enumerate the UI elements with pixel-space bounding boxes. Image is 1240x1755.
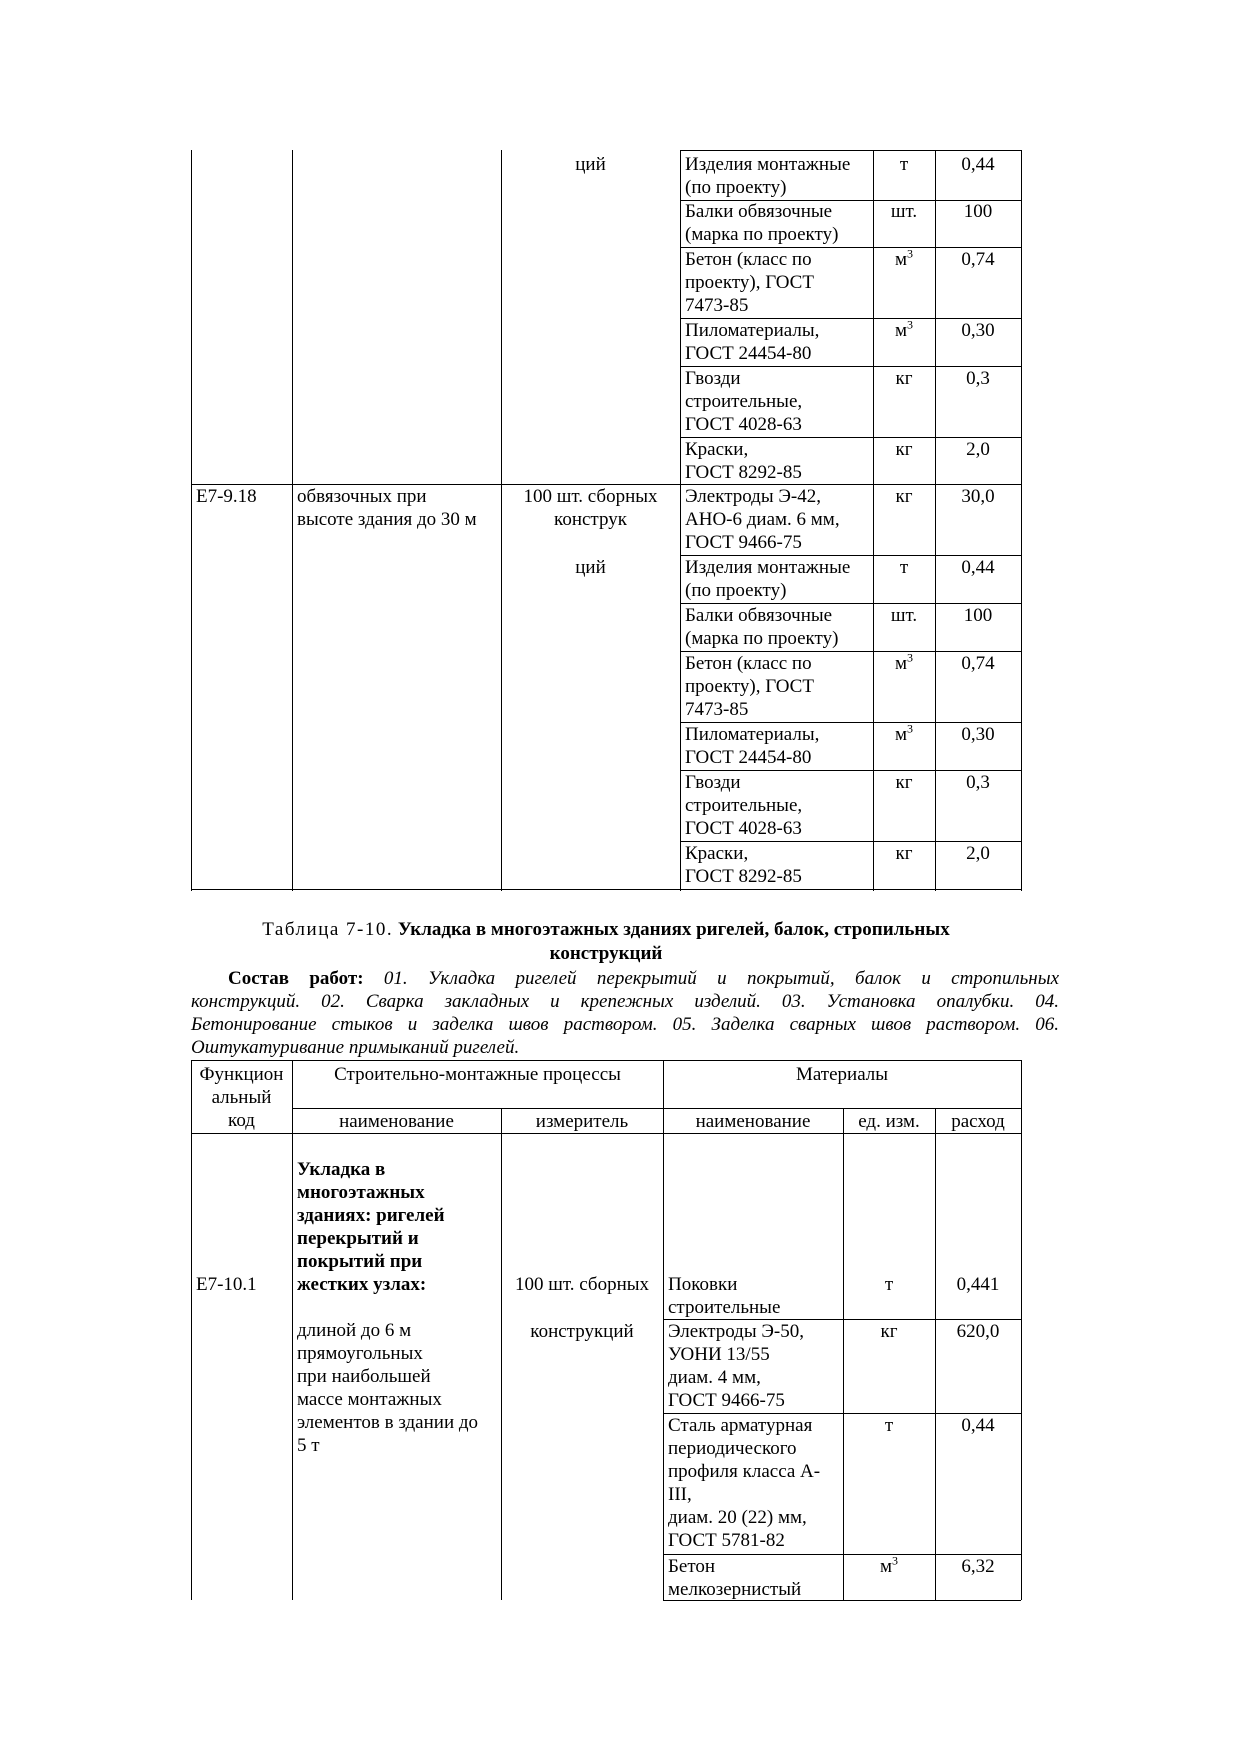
process-name: обвязочных при высоте здания до 30 м — [297, 486, 477, 530]
measure-cell: ций — [575, 154, 606, 175]
material-name: Пиломатериалы, ГОСТ 24454-80 — [685, 724, 820, 768]
material-name: Балки обвязочные (марка по проекту) — [685, 605, 839, 649]
header-consumption: расход — [951, 1111, 1005, 1132]
composition-line: Состав работ: 01. Укладка ригелей перекрытий и покрытий, балок и стропильных — [228, 968, 1059, 989]
material-unit: $м^3$ — [894, 721, 914, 745]
material-unit: $м^3$ — [894, 317, 914, 341]
material-value: 0,30 — [961, 724, 995, 745]
caption-title-line2: конструкций — [549, 943, 663, 964]
material-unit: $м^3$ — [894, 246, 914, 270]
table-border — [1021, 1060, 1022, 1600]
material-unit: т — [884, 1415, 894, 1436]
composition-label: Состав работ: — [228, 968, 364, 989]
table-border — [501, 1108, 502, 1600]
table-border — [935, 1108, 936, 1600]
header-materials: Материалы — [795, 1064, 889, 1085]
table-border — [843, 1108, 844, 1600]
material-value: 0,44 — [961, 1415, 995, 1436]
table-border — [680, 150, 681, 891]
table-border — [292, 1060, 293, 1600]
material-name: Гвозди строительные, ГОСТ 4028-63 — [685, 772, 803, 839]
table-border — [663, 1060, 664, 1600]
table-border — [680, 150, 1021, 151]
material-name: Электроды Э-50, УОНИ 13/55 диам. 4 мм, ГОСТ 9466-75 — [668, 1321, 804, 1411]
caption-title: Укладка в многоэтажных зданиях ригелей, балок, стропильных — [397, 919, 950, 940]
material-unit: кг — [880, 1321, 898, 1342]
material-unit: кг — [895, 368, 913, 389]
material-name: Гвозди строительные, ГОСТ 4028-63 — [685, 368, 803, 435]
material-unit: кг — [895, 843, 913, 864]
material-name: Поковки строительные — [668, 1274, 781, 1318]
composition-line: Оштукатуривание примыканий ригелей. — [191, 1037, 520, 1058]
functional-code: Е7-10.1 — [196, 1274, 257, 1295]
material-value: 620,0 — [956, 1321, 1000, 1342]
material-name: Пиломатериалы, ГОСТ 24454-80 — [685, 320, 820, 364]
material-unit: кг — [895, 439, 913, 460]
material-value: 2,0 — [966, 843, 990, 864]
material-value: 0,44 — [961, 154, 995, 175]
material-unit: кг — [895, 486, 913, 507]
measure-cell: 100 шт. сборных — [514, 1274, 650, 1295]
table-caption — [191, 918, 1021, 966]
table-border — [191, 1060, 192, 1600]
material-unit: шт. — [890, 201, 918, 222]
material-name: Сталь арматурная периодического профиля класса А- III, диам. 20 (22) мм, ГОСТ 5781-82 — [668, 1415, 821, 1551]
material-value: 30,0 — [961, 486, 995, 507]
header-material-name: наименование — [695, 1111, 811, 1132]
caption-label: Таблица 7-10. — [262, 919, 394, 940]
material-name: Электроды Э-42, АНО-6 диам. 6 мм, ГОСТ 9466-75 — [685, 486, 840, 553]
material-name: Краски, ГОСТ 8292-85 — [685, 843, 802, 887]
material-value: 0,3 — [966, 772, 990, 793]
material-name: Изделия монтажные (по проекту) — [685, 557, 851, 601]
material-unit: т — [899, 557, 909, 578]
material-value: 0,74 — [961, 653, 995, 674]
material-value: 6,32 — [961, 1556, 995, 1577]
table-border — [1021, 150, 1022, 891]
table-border — [292, 150, 293, 891]
material-name: Бетон (класс по проекту), ГОСТ 7473-85 — [685, 249, 814, 316]
material-name: Краски, ГОСТ 8292-85 — [685, 439, 802, 483]
material-unit: $м^3$ — [894, 650, 914, 674]
functional-code: Е7-9.18 — [196, 486, 257, 507]
header-processes: Строительно-монтажные процессы — [334, 1064, 621, 1085]
material-unit: $м^3$ — [879, 1553, 899, 1577]
process-cell — [297, 1135, 501, 1480]
material-unit: т — [884, 1274, 894, 1295]
table-border — [292, 1108, 1021, 1109]
material-name: Изделия монтажные (по проекту) — [685, 154, 851, 198]
table-border — [191, 1060, 1021, 1061]
material-name: Балки обвязочные (марка по проекту) — [685, 201, 839, 245]
material-value: 2,0 — [966, 439, 990, 460]
table-border — [191, 889, 1021, 890]
material-value: 0,74 — [961, 249, 995, 270]
material-name: Бетон (класс по проекту), ГОСТ 7473-85 — [685, 653, 814, 720]
material-unit: шт. — [890, 605, 918, 626]
material-name: Бетон мелкозернистый — [668, 1556, 802, 1600]
measure-cell: конструкций — [530, 1321, 634, 1342]
work-composition — [191, 967, 1059, 1059]
material-unit: т — [899, 154, 909, 175]
table-border — [191, 1133, 1021, 1134]
measure-cell: ций — [575, 557, 606, 578]
process-detail: длиной до 6 м прямоугольных при наибольшей массе монтажных элементов в здании до 5 т — [297, 1320, 479, 1456]
material-value: 0,30 — [961, 320, 995, 341]
material-unit: кг — [895, 772, 913, 793]
composition-line: конструкций. 02. Сварка закладных и крепежных изделий. 03. Установка опалубки. 04. — [191, 991, 1059, 1012]
header-functional-code: Функцион альный код — [199, 1064, 284, 1131]
material-value: 100 — [963, 605, 993, 626]
material-value: 0,3 — [966, 368, 990, 389]
header-name: наименование — [339, 1111, 454, 1132]
process-title: Укладка в многоэтажных зданиях: ригелей перекрытий и покрытий при жестких узлах: — [297, 1159, 445, 1295]
material-value: 0,44 — [961, 557, 995, 578]
composition-line: Бетонирование стыков и заделка швов раствором. 05. Заделка сварных швов раствором. 06. — [191, 1014, 1059, 1035]
material-value: 0,441 — [956, 1274, 1000, 1295]
table-border — [191, 150, 192, 891]
measure-cell: 100 шт. сборных конструк — [523, 486, 658, 530]
material-value: 100 — [963, 201, 993, 222]
header-unit: ед. изм. — [858, 1111, 920, 1132]
header-measure: измеритель — [535, 1111, 629, 1132]
